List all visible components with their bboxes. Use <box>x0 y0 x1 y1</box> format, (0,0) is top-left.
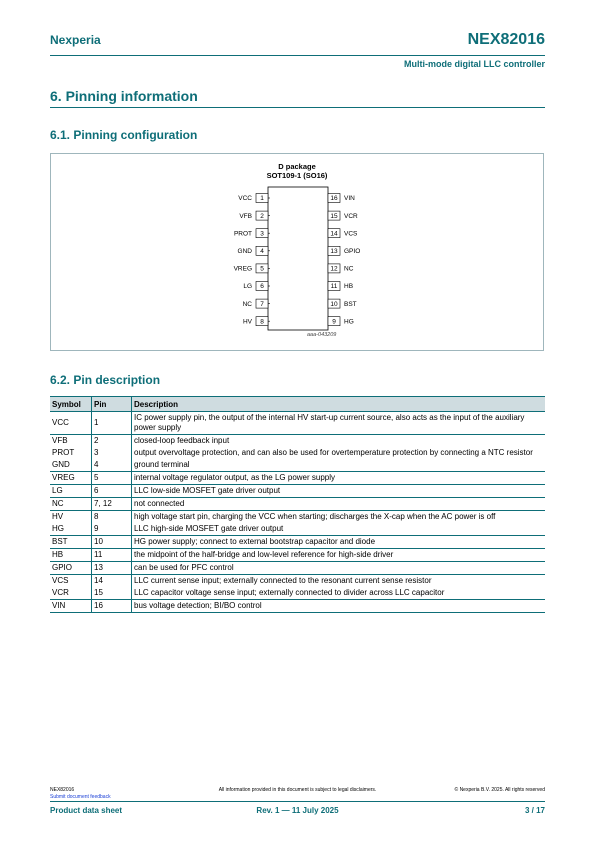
pin-number-label: 4 <box>260 248 264 255</box>
pin-number: 13 <box>92 562 132 575</box>
table-row <box>50 435 545 448</box>
pin-description: HG power supply; connect to external bootstrap capacitor and diode <box>132 536 546 549</box>
pin-number: 2 <box>92 435 132 448</box>
document-subtitle: Multi-mode digital LLC controller <box>404 59 545 69</box>
package-code: SOT109-1 (SO16) <box>266 171 328 180</box>
revision: Rev. 1 — 11 July 2025 <box>256 806 339 815</box>
table-row <box>50 562 545 575</box>
pin-number-label: 9 <box>332 318 336 326</box>
pin-symbol: PROT <box>52 448 75 457</box>
pin-number: 8 <box>92 511 132 524</box>
pin-description: internal voltage regulator output, as the LG power supply <box>132 472 546 485</box>
pin-symbol: LG <box>50 485 92 498</box>
table-row <box>50 523 545 536</box>
pin-number: 11 <box>92 549 132 562</box>
pin-name-label: GND <box>237 248 252 255</box>
pin-number: 4 <box>92 459 132 472</box>
pin-name-label: LG <box>243 283 252 291</box>
table-row <box>50 575 545 588</box>
pin-number: 1 <box>92 412 132 435</box>
section-title: 6. Pinning information <box>50 88 198 104</box>
brand-name: Nexperia <box>50 33 101 47</box>
document-number: NEX82016 <box>467 31 545 48</box>
pin-number-label: 15 <box>330 212 338 220</box>
pin-number-label: 1 <box>260 195 264 203</box>
pin-number: 6 <box>92 485 132 498</box>
pin-description: LLC high-side MOSFET gate driver output <box>132 523 546 536</box>
footer-doc-number: NEX82016 <box>50 787 75 793</box>
pin-number: 16 <box>92 600 132 613</box>
document-type: Product data sheet <box>50 806 123 815</box>
pin-number-label: 5 <box>260 265 264 273</box>
pin-name-label: GPIO <box>344 248 361 255</box>
pin-number-label: 13 <box>330 248 338 255</box>
pin-number: 10 <box>92 536 132 549</box>
pin-name-label: VREG <box>233 265 252 273</box>
pin-number: 5 <box>92 472 132 485</box>
pin-symbol: HB <box>50 549 92 562</box>
pin-description: LLC low-side MOSFET gate driver output <box>132 485 546 498</box>
pin-description: closed-loop feedback input <box>132 435 546 448</box>
pin-number-label: 16 <box>330 195 338 203</box>
pin-symbol: VFB <box>50 435 92 448</box>
pin-number: 3 <box>92 447 132 459</box>
pin-description: IC power supply pin, the output of the internal HV start-up current source, also acts as the input of the auxiliary power supply <box>132 412 546 435</box>
pin-name-label: NC <box>242 300 252 308</box>
right-pins <box>328 194 360 326</box>
table-row <box>50 447 545 459</box>
pin-number-label: 11 <box>330 283 338 291</box>
pin-name-label: VFB <box>239 212 252 220</box>
pin-name-label: HB <box>344 283 354 291</box>
pin-name-label: NC <box>344 265 354 273</box>
table-row <box>50 511 545 524</box>
pin-symbol: BST <box>50 536 92 549</box>
pin-symbol: VIN <box>50 600 92 613</box>
pin-name-label: VIN <box>344 195 355 203</box>
pin-name-label: HV <box>242 318 252 326</box>
pin-description: LLC current sense input; externally connected to the resonant current sense resistor <box>132 575 546 588</box>
subsection-title-config: 6.1. Pinning configuration <box>50 128 198 142</box>
pin-symbol: GND <box>52 460 70 469</box>
pin-description: can be used for PFC control <box>132 562 546 575</box>
table-row <box>50 485 545 498</box>
pin-number: 14 <box>92 575 132 588</box>
section-rule <box>50 107 545 108</box>
table-row <box>50 536 545 549</box>
pin-symbol: HV <box>50 511 92 524</box>
pin-description-table <box>50 396 545 613</box>
pin-symbol: NC <box>50 498 92 511</box>
pin-name-label: HG <box>344 318 354 326</box>
header-rule <box>50 55 545 56</box>
pin-number-label: 3 <box>260 230 264 238</box>
pin-description: ground terminal <box>132 459 546 472</box>
table-row <box>50 549 545 562</box>
header-description: Description <box>132 397 546 412</box>
pin-number-label: 2 <box>260 212 264 220</box>
table-row <box>50 459 545 472</box>
pin-symbol: VCS <box>50 575 92 588</box>
pin-number-label: 8 <box>260 318 264 326</box>
left-pins <box>234 194 270 326</box>
table-row <box>50 472 545 485</box>
table-row <box>50 412 545 435</box>
pin-number: 15 <box>92 587 132 600</box>
figure-id: aaa-043209 <box>307 332 337 338</box>
pin-symbol: VCR <box>52 588 69 597</box>
subsection-title-description: 6.2. Pin description <box>50 373 161 387</box>
legal-disclaimer: All information provided in this document is subject to legal disclaimers. <box>218 787 377 793</box>
pin-name-label: PROT <box>233 230 252 238</box>
pin-number-label: 7 <box>260 300 264 308</box>
pin-number-label: 6 <box>260 283 264 291</box>
ic-body <box>268 187 328 330</box>
footer-rule <box>50 801 545 802</box>
pin-description: the midpoint of the half-bridge and low-level reference for high-side driver <box>132 549 546 562</box>
pin-description: high voltage start pin, charging the VCC when starting; discharges the X-cap when the AC power is off <box>132 511 546 524</box>
pin-name-label: BST <box>344 300 357 308</box>
table-header-row <box>50 397 545 412</box>
pin-name-label: VCC <box>238 195 252 203</box>
pin-symbol: VREG <box>50 472 92 485</box>
pinout-diagram <box>51 154 545 352</box>
table-row <box>50 600 545 613</box>
header-symbol: Symbol <box>50 397 92 412</box>
table-row <box>50 498 545 511</box>
pin-description: not connected <box>132 498 546 511</box>
pin-symbol: VCC <box>50 412 92 435</box>
pin-description: output overvoltage protection, and can also be used for overtemperature protection by connecting a NTC resistor <box>132 447 546 459</box>
pin-symbol: GPIO <box>50 562 92 575</box>
pin-name-label: VCR <box>344 212 358 220</box>
header-pin: Pin <box>92 397 132 412</box>
page-number: 3 / 17 <box>524 806 545 815</box>
pin-symbol: HG <box>52 524 64 533</box>
pin-number: 9 <box>92 523 132 536</box>
pin-number-label: 12 <box>330 265 338 273</box>
pin-number-label: 14 <box>330 230 338 238</box>
pin-description: LLC capacitor voltage sense input; externally connected to divider across LLC capacitor <box>132 587 546 600</box>
feedback-link[interactable]: Submit document feedback <box>50 794 111 800</box>
pin-number-label: 10 <box>330 300 338 308</box>
package-name: D package <box>278 162 316 171</box>
pinning-figure <box>50 153 544 351</box>
pin-number: 7, 12 <box>92 498 132 511</box>
pin-name-label: VCS <box>344 230 358 238</box>
table-row <box>50 587 545 600</box>
copyright: © Nexperia B.V. 2025. All rights reserved <box>454 787 545 793</box>
pin-description: bus voltage detection; BI/BO control <box>132 600 546 613</box>
